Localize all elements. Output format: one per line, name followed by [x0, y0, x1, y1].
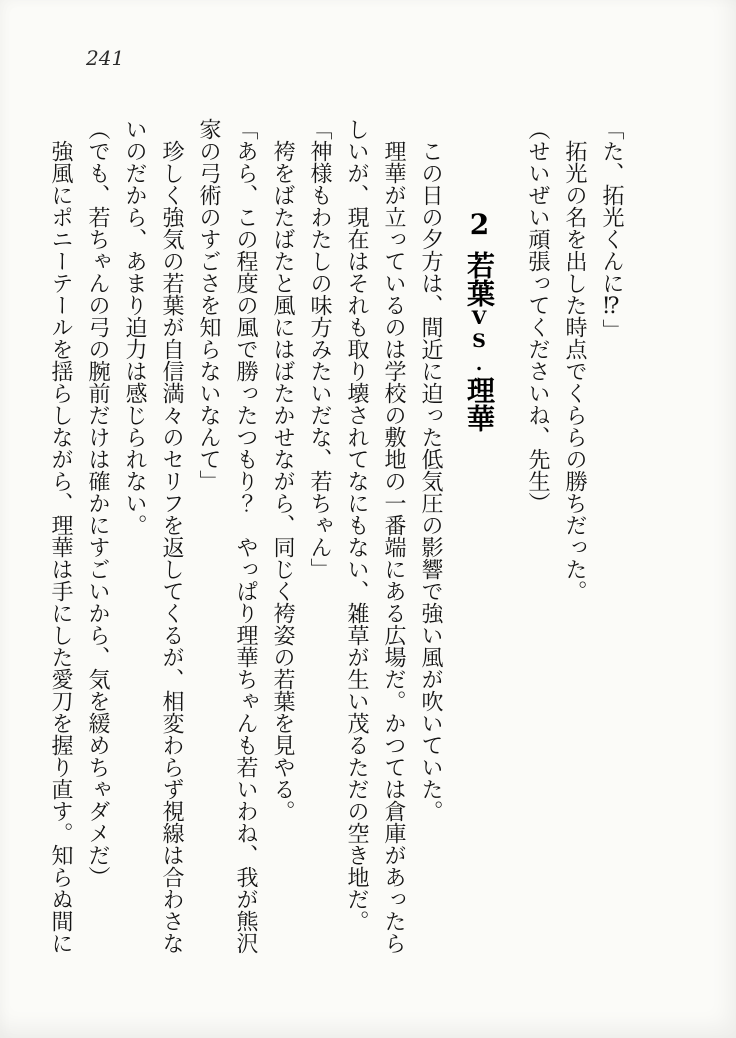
paragraph: 珍しく強気の若葉が自信満々のセリフを返してくるが、相変わらず視線は合わさないのだから、あまり迫力は感じられない。	[122, 118, 184, 954]
text-body	[42, 118, 630, 956]
paragraph: 「た、拓光くんに⁉」	[599, 118, 624, 341]
paragraph: （でも、若ちゃんの弓の腕前だけは確かにすごいから、気を緩めちゃダメだ）	[85, 118, 110, 888]
paragraph: 拓光の名を出した時点でくららの勝ちだった。	[562, 140, 587, 602]
paragraph: 強風にポニーテールを揺らしながら、理華は手にした愛刀を握り直す。知らぬ間に	[48, 140, 73, 954]
chapter-heading	[459, 118, 499, 956]
page-number: 241	[86, 46, 125, 70]
paragraph: 「神様もわたしの味方みたいだな、若ちゃん」	[307, 118, 332, 580]
paragraph: この日の夕方は、間近に迫った低気圧の影響で強い風が吹いていた。	[418, 140, 443, 822]
chapter-number: 2	[463, 208, 496, 241]
chapter-title-main: 若葉	[463, 251, 496, 307]
paragraph: 袴をばたばたと風にはばたかせながら、同じく袴姿の若葉を見やる。	[270, 140, 295, 822]
paragraph: （せいぜい頑張ってくださいね、先生）	[525, 118, 550, 514]
paragraph: 「あら、この程度の風で勝ったつもり？ やっぱり理華ちゃんも若いわね、我が熊沢家の弓術のすごさを知らないなんて」	[196, 118, 258, 954]
chapter-title-vs: VS.	[468, 307, 490, 376]
chapter-title-rest: 理華	[463, 376, 496, 432]
paragraph: 理華が立っているのは学校の敷地の一番端にある広場だ。かつては倉庫があったらしいが、現在はそれも取り壊されてなにもない、雑草が生い茂るただの空き地だ。	[344, 118, 406, 954]
